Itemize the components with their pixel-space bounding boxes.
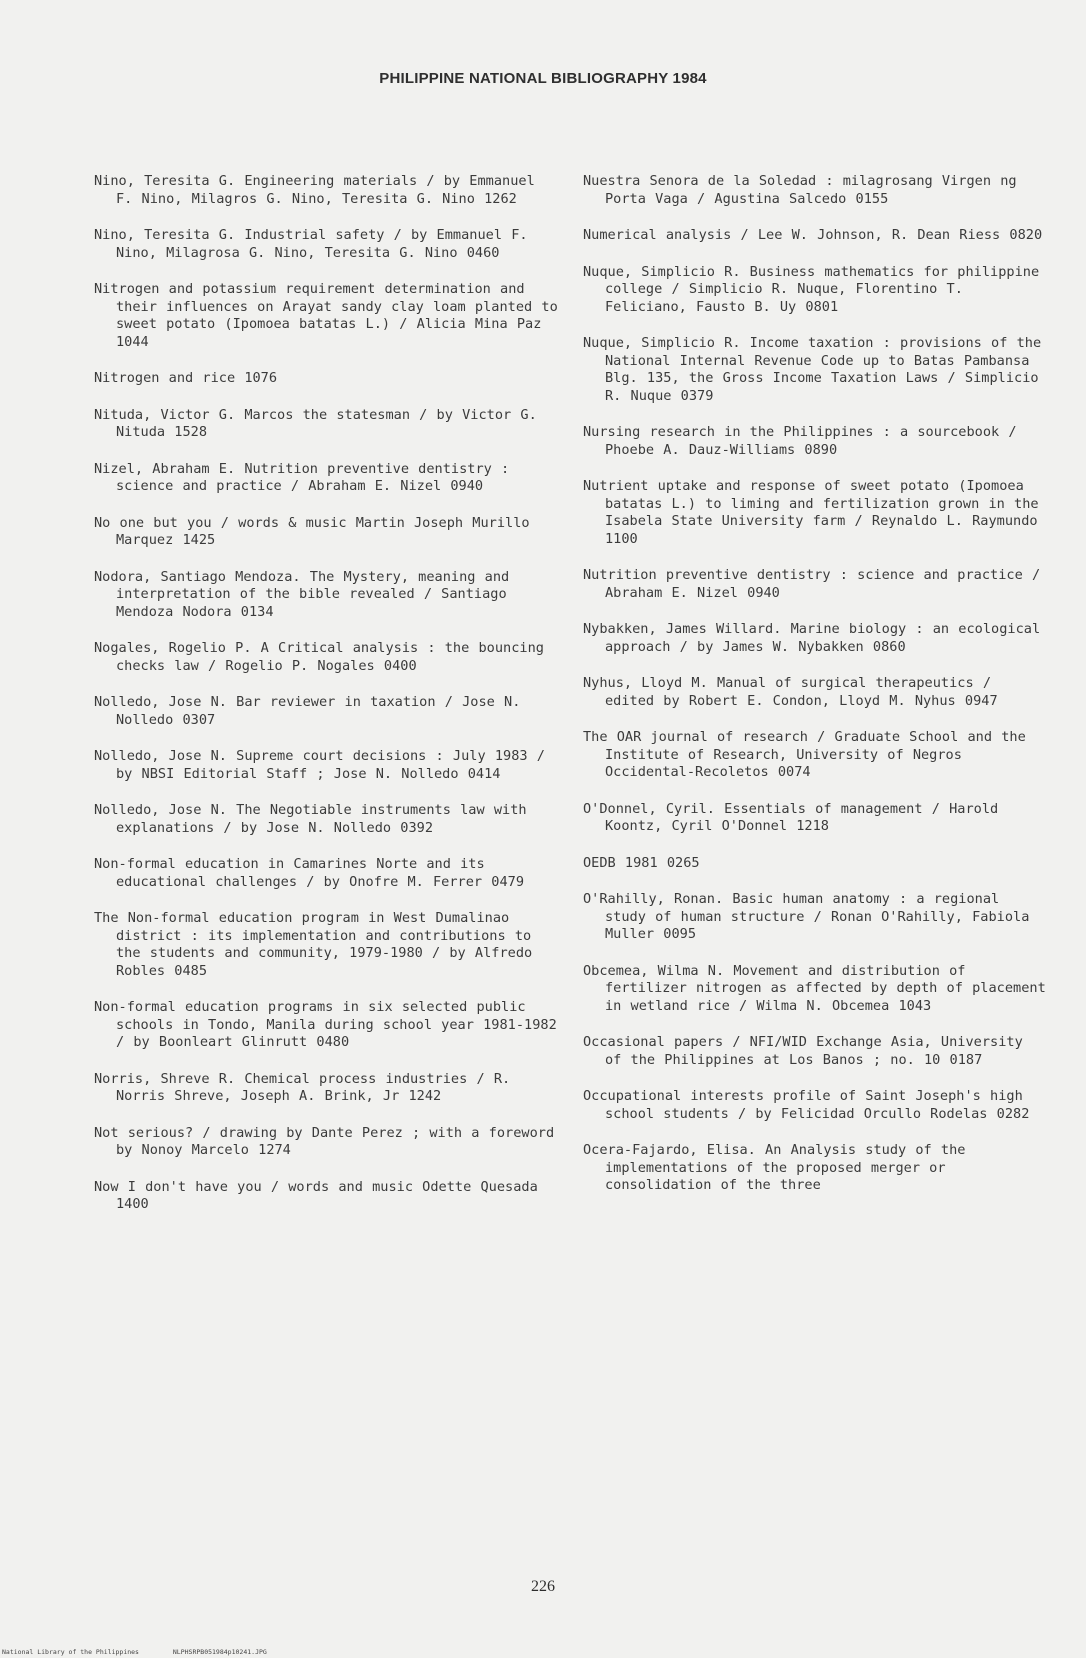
footer-file: NLPHSRPB051984p10241.JPG [172,1648,267,1656]
bibliography-entry: Nolledo, Jose N. The Negotiable instruments law with explanations / by Jose N. Nolledo 0392 [94,802,527,836]
bibliography-entry: Nolledo, Jose N. Supreme court decisions : July 1983 / by NBSI Editorial Staff ; Jose N. Nolledo 0414 [94,748,545,782]
bibliography-entry: Numerical analysis / Lee W. Johnson, R. Dean Riess 0820 [583,227,1043,243]
bibliography-entry: Nursing research in the Philippines : a sourcebook / Phoebe A. Dauz-Williams 0890 [583,424,1017,458]
bibliography-entry: The OAR journal of research / Graduate School and the Institute of Research, University of Negros Occidental-Recoletos 0074 [583,729,1026,780]
bibliography-entry: Ocera-Fajardo, Elisa. An Analysis study of the implementations of the proposed merger or consolidation of the three [583,1142,966,1193]
bibliography-entry: Nolledo, Jose N. Bar reviewer in taxation / Jose N. Nolledo 0307 [94,694,521,728]
bibliography-entry: Nitrogen and rice 1076 [94,370,278,386]
bibliography-entry: Nutrition preventive dentistry : science and practice / Abraham E. Nizel 0940 [583,567,1041,601]
bibliography-entry: Nituda, Victor G. Marcos the statesman / by Victor G. Nituda 1528 [94,406,537,440]
bibliography-entry: O'Rahilly, Ronan. Basic human anatomy : a regional study of human structure / Ronan O'Rahilly, Fabiola Muller 0095 [583,891,1030,942]
bibliography-entry: Nitrogen and potassium requirement determination and their influences on Arayat sandy clay loam planted to sweet potato (Ipomoea batatas L.) / Alicia Mina Paz 1044 [94,281,558,350]
bibliography-entry: Nyhus, Lloyd M. Manual of surgical therapeutics / edited by Robert E. Condon, Lloyd M. Nyhus 0947 [583,675,998,709]
bibliography-entry: Non-formal education programs in six selected public schools in Tondo, Manila during school year 1981-1982 / by Boonleart Glinrutt 0480 [94,999,557,1050]
bibliography-entry: Nuque, Simplicio R. Income taxation : provisions of the National Internal Revenue Code up to Batas Pambansa Blg. 135, the Gross Income Taxation Laws / Simplicio R. Nuque 0379 [583,335,1042,404]
left-column [94,173,559,1233]
bibliography-entry: Nuque, Simplicio R. Business mathematics for philippine college / Simplicio R. Nuque, Florentino T. Feliciano, Fausto B. Uy 0801 [583,263,1040,315]
bibliography-entry: Obcemea, Wilma N. Movement and distribution of fertilizer nitrogen as affected by depth of placement in wetland rice / Wilma N. Obcemea 1043 [583,962,1046,1014]
bibliography-entry: Nodora, Santiago Mendoza. The Mystery, meaning and interpretation of the bible revealed / Santiago Mendoza Nodora 0134 [94,568,510,620]
bibliography-entry: Occasional papers / NFI/WID Exchange Asia, University of the Philippines at Los Banos ; no. 10 0187 [583,1034,1023,1068]
bibliography-entry: Norris, Shreve R. Chemical process industries / R. Norris Shreve, Joseph A. Brink, Jr 1242 [94,1070,511,1104]
right-column [583,173,1048,1214]
page-header: PHILIPPINE NATIONAL BIBLIOGRAPHY 1984 [379,70,707,87]
bibliography-entry: Nino, Teresita G. Industrial safety / by Emmanuel F. Nino, Milagrosa G. Nino, Teresita G. Nino 0460 [94,227,528,261]
bibliography-entry: Nybakken, James Willard. Marine biology : an ecological approach / by James W. Nybakken 0860 [583,621,1041,655]
bibliography-entry: Nuestra Senora de la Soledad : milagrosang Virgen ng Porta Vaga / Agustina Salcedo 0155 [583,173,1017,207]
bibliography-entry: Occupational interests profile of Saint Joseph's high school students / by Felicidad Orcullo Rodelas 0282 [583,1088,1030,1122]
page-number: 226 [531,1578,555,1595]
bibliography-entry: Now I don't have you / words and music Odette Quesada 1400 [94,1178,538,1212]
bibliography-entry: Nino, Teresita G. Engineering materials / by Emmanuel F. Nino, Milagros G. Nino, Teresita G. Nino 1262 [94,173,535,207]
bibliography-entry: Nogales, Rogelio P. A Critical analysis : the bouncing checks law / Rogelio P. Nogales 0400 [94,640,544,674]
bibliography-entry: No one but you / words & music Martin Joseph Murillo Marquez 1425 [94,514,530,548]
bibliography-entry: The Non-formal education program in West Dumalinao district : its implementation and contributions to the students and community, 1979-1980 / by Alfredo Robles 0485 [94,910,533,979]
bibliography-entry: O'Donnel, Cyril. Essentials of management / Harold Koontz, Cyril O'Donnel 1218 [583,800,999,834]
bibliography-entry: Nizel, Abraham E. Nutrition preventive dentistry : science and practice / Abraham E. Nizel 0940 [94,460,510,494]
bibliography-entry: Nutrient uptake and response of sweet potato (Ipomoea batatas L.) to liming and fertilization grown in the Isabela State University farm / Reynaldo L. Raymundo 1100 [583,478,1039,547]
bibliography-entry: OEDB 1981 0265 [583,854,700,871]
footer-library: National Library of the Philippines [2,1648,139,1656]
bibliography-entry: Non-formal education in Camarines Norte and its educational challenges / by Onofre M. Ferrer 0479 [94,856,525,890]
footer-credit [2,1648,297,1656]
bibliography-entry: Not serious? / drawing by Dante Perez ; with a foreword by Nonoy Marcelo 1274 [94,1124,555,1158]
